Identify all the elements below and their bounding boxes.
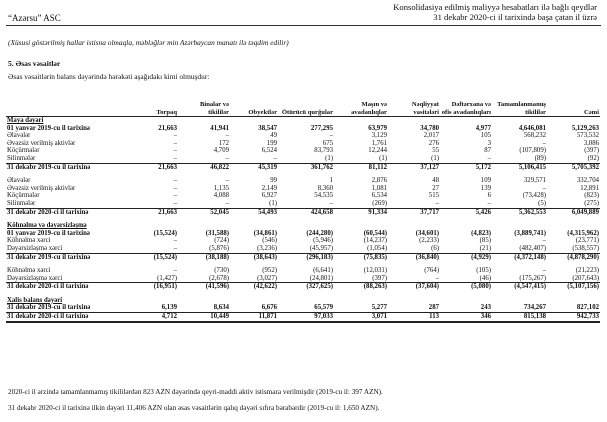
table-cell: 46,822 [178,163,230,171]
table-cell: 172 [218,139,229,147]
table-cell: (34,601) [415,229,439,237]
row-label: Dəyərsizləşmə xərci [7,274,63,282]
table-cell [547,297,600,305]
table-cell [388,117,440,125]
table-row [6,125,600,133]
table-cell: – [173,147,177,155]
table-cell: (546) [262,237,277,245]
table-cell: (92) [587,154,599,162]
table-cell: 6,524 [261,147,277,155]
table-cell [440,222,492,230]
row-label: Əvəzsiz verilmiş aktivlər [7,139,76,147]
table-cell: (3,889,741) [514,229,546,237]
row-label: Köçürmələr [7,192,40,200]
table-cell: (2,233) [419,237,439,245]
table-cell: (88,263) [334,283,388,291]
table-cell: 6,049,889 [547,208,600,216]
table-cell: 55 [432,147,439,155]
table-cell: (5) [538,199,546,207]
document-header [393,2,597,22]
table-cell: 83,793 [314,147,333,155]
table-cell: (34,861) [253,229,277,237]
column-header: Binalar və tikililər [178,80,230,117]
table-cell: 105 [480,132,491,140]
table-cell: (73,428) [522,192,546,200]
table-row [6,208,600,216]
table-cell [128,222,178,230]
table-cell: (764) [424,267,439,275]
table-row [6,185,600,193]
table-cell: 2,017 [423,132,439,140]
column-header: Tamamlanmamış tikililər [492,80,547,117]
table-row [6,163,600,171]
table-cell [278,222,334,230]
table-cell: (60,544) [363,229,387,237]
table-cell: (4,823) [471,229,491,237]
table-cell: (275) [584,199,599,207]
table-cell: (5,876) [209,244,229,252]
table-cell: (89) [534,154,546,162]
table-cell: (14,237) [363,237,387,245]
row-label: Silinmələr [7,199,36,207]
row-label: Köhnəlmə və dəyərsizləşmə [7,222,87,230]
table-cell: 38,547 [258,124,277,132]
table-cell: (2,678) [209,274,229,282]
table-cell: – [329,199,333,207]
table-cell: (41,596) [178,283,230,291]
table-cell: (4,878,290) [547,253,600,261]
table-cell: 515 [428,192,439,200]
table-cell: 99 [270,177,277,185]
table-cell: 3,071 [334,313,388,322]
table-cell [492,222,547,230]
table-cell: – [435,274,439,282]
table-cell: – [273,154,277,162]
table-cell: 54,493 [230,208,278,216]
column-header: Cəmi [547,80,600,117]
table-row [6,132,600,140]
table-cell: (397) [372,274,387,282]
footnote-2: 31 dekabr 2020-ci il tarixinə ilkin dəyəri 11,406 AZN olan əsas vəsaitlərin qalıq dəyəri sıfıra bərabərdir (2019-cu il: 1,650 AZN). [8,404,380,412]
column-header: Maşın və avadanlıqlar [334,80,388,117]
table-cell: 6,676 [261,304,277,312]
table-cell [128,297,178,305]
table-cell: (5,946) [313,237,333,245]
table-cell: – [225,199,229,207]
table-cell: (1,427) [157,274,177,282]
table-cell: 332,704 [576,177,599,185]
table-cell: (6,641) [313,267,333,275]
table-row [6,237,600,245]
table-cell: (38,643) [230,253,278,261]
table-cell: – [225,154,229,162]
table-cell: (327,625) [278,283,334,291]
table-row [6,283,600,291]
table-cell: (823) [584,192,599,200]
table-cell: 21,663 [128,208,178,216]
table-cell: 827,102 [576,304,599,312]
table-cell: 12,891 [580,184,599,192]
table-cell: (207,643) [572,274,599,282]
table-cell: (46) [479,274,491,282]
table-cell [334,222,388,230]
row-label: 31 dekabr 2019-cu il tarixinə [6,163,128,171]
header-title-line-1: Konsolidasiya edilmiş maliyyə hesabatları ilə bağlı qeydlər [393,2,597,12]
table-cell: (1) [325,154,333,162]
row-label: Əlavələr [7,177,31,185]
table-cell: – [173,132,177,140]
table-cell: 52,045 [178,208,230,216]
table-cell: 424,658 [278,208,334,216]
table-row [6,147,600,155]
table-cell: 54,535 [314,192,333,200]
table-cell [178,222,230,230]
table-row [6,313,600,322]
table-cell: 734,267 [523,304,546,312]
table-cell: (21,223) [575,267,599,275]
table-cell: (37,604) [388,283,440,291]
table-cell: (6) [431,244,439,252]
table-cell: 6,534 [371,192,387,200]
table-cell: – [542,267,546,275]
table-cell: 1,135 [213,184,229,192]
table-cell: – [435,199,439,207]
currency-note: (Xüsusi göstərilmiş hallar istisna olmaqla, məbləğlər min Azərbaycan manatı ilə təqdim edilir) [8,38,289,47]
table-cell: – [173,177,177,185]
row-label: 31 dekabr 2020-ci il tarixinə [6,208,128,216]
table-cell: 34,780 [420,124,439,132]
row-label: 31 dekabr 2019-cu il tarixinə [6,253,128,261]
table-cell: 675 [322,139,333,147]
table-header-row [6,80,600,117]
row-label: 31 dekabr 2019-cu il tarixinə [7,304,91,312]
table-cell: (42,622) [230,283,278,291]
table-cell: 97,033 [278,313,334,322]
table-cell: 37,717 [388,208,440,216]
section-title: 5. Əsas vəsaitlər [8,59,61,68]
fixed-assets-table [6,80,600,323]
table-cell: (3,027) [257,274,277,282]
table-cell: – [173,154,177,162]
table-row [6,253,600,261]
table-cell: 5,106,415 [492,163,547,171]
table-cell: (4,315,962) [567,229,599,237]
table-cell: (538,557) [572,244,599,252]
table-row [6,230,600,238]
table-cell: 6,139 [161,304,177,312]
table-cell: (730) [214,267,229,275]
table-cell: – [225,132,229,140]
table-cell: 5,426 [440,208,492,216]
table-cell: 63,979 [368,124,387,132]
table-cell: 815,138 [492,313,547,322]
table-cell: (38,188) [178,253,230,261]
table-cell [492,117,547,125]
table-row [6,177,600,185]
table-cell: 37,127 [388,163,440,171]
table-cell: 12,244 [368,147,387,155]
table-cell: (21) [479,244,491,252]
table-cell: (1) [431,154,439,162]
table-cell: 199 [266,139,277,147]
table-row [6,245,600,253]
table-cell: (4,547,415) [492,283,547,291]
column-header: Ötürücü qurğular [278,80,334,117]
table-cell [230,297,278,305]
row-label: 01 yanvar 2019-cu il tarixinə [7,229,90,237]
table-cell: (175,267) [519,274,546,282]
table-cell: 11,871 [230,313,278,322]
table-cell: 346 [440,313,492,322]
table-cell: – [173,244,177,252]
table-cell: 109 [480,177,491,185]
table-cell [278,297,334,305]
table-cell: 1,761 [371,139,387,147]
table-cell: 2,876 [371,177,387,185]
row-label: Köhnəlmə xərci [7,267,51,275]
row-label: Əlavələr [7,132,31,140]
table-cell: – [173,267,177,275]
table-cell: 49 [270,132,277,140]
table-cell [278,117,334,125]
table-cell [440,117,492,125]
table-cell: (5,107,156) [547,283,600,291]
table-cell: 48 [432,177,439,185]
table-cell: 139 [480,184,491,192]
row-label: Əvəzsiz verilmiş aktivlər [7,184,76,192]
row-label: 31 dekabr 2020-ci il tarixinə [6,283,128,291]
table-row [6,140,600,148]
table-cell: 243 [480,304,491,312]
section-intro: Əsas vəsaitlərin balans dəyərində hərəkəti aşağıdakı kimi olmuşdur: [8,72,210,81]
table-cell: – [487,154,491,162]
table-row [6,275,600,283]
table-cell: 277,295 [310,124,333,132]
table-cell: – [173,237,177,245]
table-cell: 942,733 [547,313,600,322]
row-label: Maya dəyəri [7,117,44,124]
table-cell: 81,112 [334,163,388,171]
table-cell: 3,129 [371,132,387,140]
table-cell: (952) [262,267,277,275]
table-cell: 5,705,392 [547,163,600,171]
table-cell [388,222,440,230]
table-cell: (1) [269,199,277,207]
table-row [6,304,600,312]
table-cell: (107,809) [519,147,546,155]
table-cell: (45,957) [309,244,333,252]
table-cell: 21,663 [128,163,178,171]
table-cell [230,117,278,125]
row-label: Xalis balans dəyəri [7,296,63,304]
header-rule [6,25,601,26]
table-cell: (36,840) [388,253,440,261]
table-cell: (397) [584,147,599,155]
table-cell: – [329,132,333,140]
table-cell: (482,407) [519,244,546,252]
table-cell: (85) [479,237,491,245]
table-cell: 41,941 [210,124,229,132]
column-header [6,80,128,117]
table-cell: 45,319 [230,163,278,171]
table-cell: 21,663 [158,124,177,132]
table-cell: 4,088 [213,192,229,200]
table-cell: – [542,237,546,245]
table-cell: 8,634 [213,304,229,312]
table-cell: 4,709 [213,147,229,155]
table-cell: 4,977 [475,124,491,132]
table-cell: – [173,192,177,200]
table-cell: 2,149 [261,184,277,192]
table-cell: 5,277 [371,304,387,312]
table-cell [230,222,278,230]
table-cell: 6 [487,192,491,200]
table-cell: (24,801) [309,274,333,282]
column-header: Nəqliyyat vasitələri [388,80,440,117]
table-cell: 573,532 [576,132,599,140]
table-cell: 113 [388,313,440,322]
table-cell: 5,362,553 [492,208,547,216]
table-cell: 1 [329,177,333,185]
table-row [6,222,600,230]
table-cell: – [173,139,177,147]
table-cell: – [225,177,229,185]
table-cell: (4,372,148) [492,253,547,261]
footnote-1: 2020-ci il ərzində tamamlanmamış tikililərdən 823 AZN dəyərində qeyri-maddi aktiv istismara verilmişdir (2019-cu il: 397 AZN). [8,388,383,396]
table-cell: (724) [214,237,229,245]
table-cell: 568,232 [523,132,546,140]
table-cell: 4,646,081 [518,124,546,132]
table-cell [334,297,388,305]
table-cell: (12,031) [363,267,387,275]
table-cell: (15,524) [128,253,178,261]
table-cell: – [542,184,546,192]
table-cell [334,117,388,125]
table-cell [178,117,230,125]
company-name: “Azərsu” ASC [8,13,61,23]
table-cell: (1) [379,154,387,162]
table-cell: 87 [484,147,491,155]
table-cell: 5,129,263 [571,124,599,132]
table-cell: 4,712 [128,313,178,322]
table-cell: 10,449 [178,313,230,322]
table-cell: 1,081 [371,184,387,192]
table-cell: (1,054) [367,244,387,252]
row-label: 01 yanvar 2019-cu il tarixinə [7,124,90,132]
row-label: Köhnəlmə xərci [7,237,51,245]
table-row [6,200,600,208]
row-label: 31 dekabr 2020-ci il tarixinə [6,313,128,322]
table-cell: (15,524) [153,229,177,237]
row-label: Köçürmələr [7,147,40,155]
table-row [6,297,600,305]
table-cell: 276 [428,139,439,147]
table-cell: 5,172 [440,163,492,171]
table-cell: (105) [476,267,491,275]
table-cell: (16,951) [128,283,178,291]
table-cell: 329,571 [523,177,546,185]
table-cell [388,297,440,305]
table-cell: (296,183) [278,253,334,261]
table-cell: 287 [428,304,439,312]
table-cell: (269) [372,199,387,207]
table-cell: 3,086 [583,139,599,147]
table-cell [440,297,492,305]
table-cell: (4,929) [440,253,492,261]
table-cell: 27 [432,184,439,192]
column-header: Dəftərxana və ofis avadanlıqları [440,80,492,117]
table-cell [128,117,178,125]
row-label: Silinmələr [7,154,36,162]
table-cell: – [542,139,546,147]
table-cell: 361,762 [278,163,334,171]
table-cell: (5,080) [440,283,492,291]
table-row [6,192,600,200]
table-row [6,267,600,275]
table-cell [547,117,600,125]
table-cell: – [173,184,177,192]
table-cell: (3,236) [257,244,277,252]
table-cell [178,297,230,305]
table-cell [492,297,547,305]
table-cell: 6,927 [261,192,277,200]
header-title-line-2: 31 dekabr 2020-ci il tarixində başa çatan il üzrə [433,12,597,22]
table-cell: (31,588) [205,229,229,237]
table-cell: 65,579 [314,304,333,312]
column-header: Torpaq [128,80,178,117]
table-cell: (244,280) [306,229,333,237]
table-row [6,155,600,163]
table-cell: – [173,199,177,207]
column-header: Obyektlər [230,80,278,117]
table-row [6,117,600,125]
table-cell [547,222,600,230]
row-label: Dəyərsizləşmə xərci [7,244,63,252]
table-cell: 91,334 [334,208,388,216]
table-cell: 8,360 [317,184,333,192]
table-cell: – [487,199,491,207]
table-cell: (23,771) [575,237,599,245]
table-cell: (75,835) [334,253,388,261]
table-cell: 3 [487,139,491,147]
